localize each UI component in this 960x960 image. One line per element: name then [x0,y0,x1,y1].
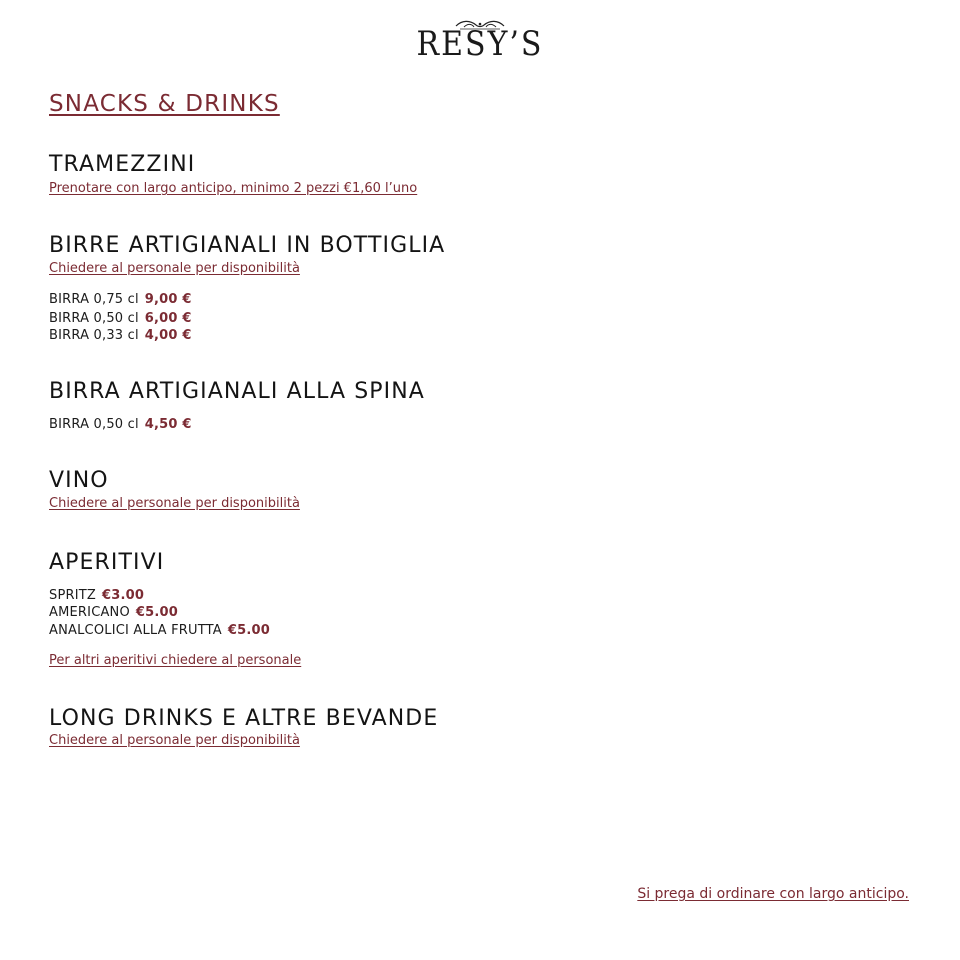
item-price: 4,00 € [144,328,192,343]
item-name: BIRRA 0,33 cl [49,328,139,343]
section-title-vino: VINO [49,468,109,493]
page-title: SNACKS & DRINKS [49,91,280,117]
menu-item-americano [49,604,178,621]
note-tramezzini: Prenotare con largo anticipo, minimo 2 pezzi €1,60 l’uno [49,181,418,196]
item-name: BIRRA 0,50 cl [49,417,139,432]
logo-text: RESY’S [416,24,544,65]
item-price: 4,50 € [144,417,192,432]
menu-item-birra-033 [49,327,192,344]
note-aperitivi: Per altri aperitivi chiedere al personale [49,653,302,668]
note-vino: Chiedere al personale per disponibilità [49,496,300,511]
item-name: SPRITZ [49,588,97,603]
section-title-aperitivi: APERITIVI [49,550,165,575]
item-price: €3.00 [102,588,145,603]
item-name: ANALCOLICI ALLA FRUTTA [49,623,222,638]
menu-item-spritz [49,587,144,604]
footer-note: Si prega di ordinare con largo anticipo. [637,886,909,902]
item-price: €5.00 [227,623,270,638]
menu-item-birra-050 [49,310,192,327]
item-name: AMERICANO [49,605,130,620]
note-birre-bottiglia: Chiedere al personale per disponibilità [49,261,300,276]
menu-item-birra-075 [49,291,192,308]
section-title-tramezzini: TRAMEZZINI [49,152,196,177]
item-price: 6,00 € [144,311,192,326]
section-title-birre-bottiglia: BIRRE ARTIGIANALI IN BOTTIGLIA [49,233,446,258]
item-price: 9,00 € [144,292,192,307]
menu-item-analcolici [49,622,270,639]
menu-item-birra-spina-050 [49,416,192,433]
item-name: BIRRA 0,50 cl [49,311,139,326]
brand-logo [0,18,960,68]
section-title-long-drinks: LONG DRINKS E ALTRE BEVANDE [49,706,439,731]
item-name: BIRRA 0,75 cl [49,292,139,307]
item-price: €5.00 [135,605,179,620]
note-long-drinks: Chiedere al personale per disponibilità [49,733,300,748]
section-title-birra-spina: BIRRA ARTIGIANALI ALLA SPINA [49,379,425,404]
